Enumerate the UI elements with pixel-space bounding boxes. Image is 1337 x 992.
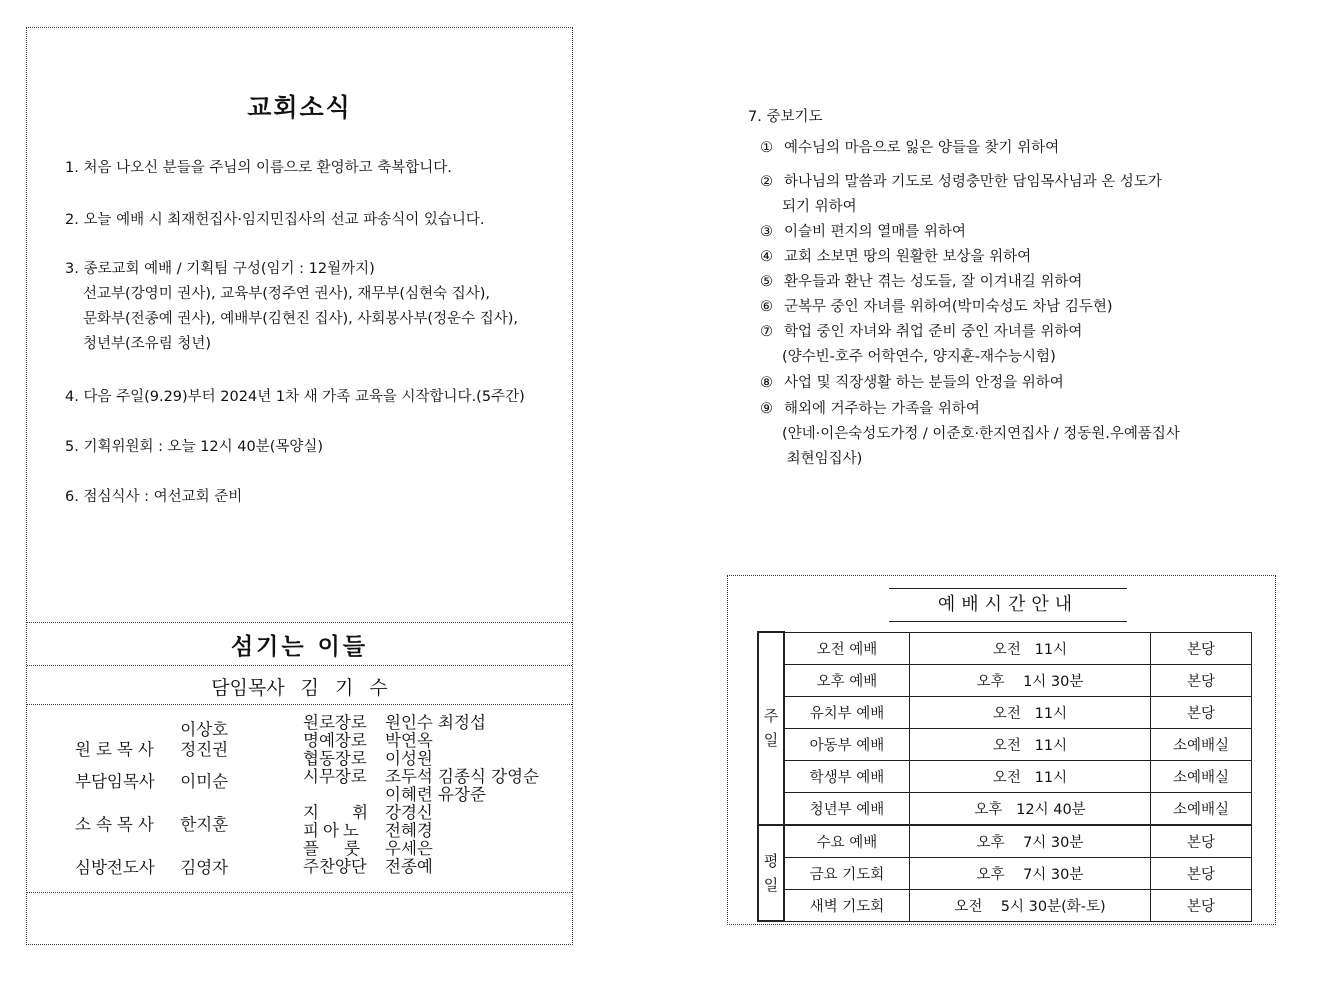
table-row <box>758 632 1252 664</box>
service-times-title: 예배시간안내 <box>889 588 1127 622</box>
prayer-text: 해외에 거주하는 가족을 위하여 <box>784 401 980 417</box>
staff-right-list <box>303 714 539 876</box>
group-label <box>758 632 784 825</box>
prayer-text: 하나님의 말씀과 기도로 성령충만한 담임목사님과 온 성도가 <box>784 174 1162 190</box>
staff-row <box>303 732 539 750</box>
staff-role: 심방전도사 <box>75 858 155 877</box>
staff-row <box>303 714 539 732</box>
news-line: 3. 종로교회 예배 / 기획팀 구성(임기 : 12월까지) <box>65 261 375 277</box>
service-place: 소예배실 <box>1151 728 1252 760</box>
prayer-subtext: (양수빈-호주 어학연수, 양지훈-재수능시험) <box>782 349 1056 365</box>
table-row <box>758 889 1252 921</box>
servers-title: 섬기는 이들 <box>230 634 369 660</box>
news-line: 청년부(조유림 청년) <box>83 336 211 352</box>
staff-role: 원로목사 <box>75 740 159 759</box>
news-item <box>65 257 518 357</box>
news-item <box>65 435 323 460</box>
prayer-number: ④ <box>760 249 773 265</box>
service-time: 오전 11시 <box>910 696 1151 728</box>
staff-role: 플 룻 <box>303 839 371 858</box>
prayer-item <box>760 170 1162 220</box>
staff-names: 강경신 <box>385 803 433 822</box>
prayer-number: ⑨ <box>760 401 773 417</box>
staff-names: 이성원 <box>385 749 433 768</box>
staff-names: 박연옥 <box>385 731 433 750</box>
staff-row <box>303 804 539 822</box>
senior-pastor: 담임목사 김 기 수 <box>211 677 388 699</box>
staff-role: 피아노 <box>303 821 363 840</box>
service-place: 본당 <box>1151 889 1252 921</box>
table-row <box>758 664 1252 696</box>
service-name: 오후 예배 <box>784 664 910 696</box>
prayer-title: 7. 중보기도 <box>748 109 823 125</box>
staff-row <box>303 768 539 786</box>
group-label-char: 평 <box>763 851 779 870</box>
staff-row <box>75 854 228 878</box>
staff-row <box>303 750 539 768</box>
table-row <box>758 696 1252 728</box>
prayer-number: ③ <box>760 224 773 240</box>
staff-names <box>180 720 228 760</box>
news-item <box>65 208 485 233</box>
prayer-number: ① <box>760 140 773 156</box>
divider <box>27 665 572 666</box>
prayer-number: ⑤ <box>760 274 773 290</box>
divider <box>27 892 572 893</box>
news-line: 1. 처음 나오신 분들을 주님의 이름으로 환영하고 축복합니다. <box>65 160 452 176</box>
divider <box>27 704 572 705</box>
news-line: 4. 다음 주일(9.29)부터 2024년 1차 새 가족 교육을 시작합니다.(5주간) <box>65 389 525 405</box>
left-panel <box>26 27 573 945</box>
staff-row <box>303 840 539 858</box>
staff-role: 시무장로 <box>303 767 367 786</box>
news-line: 2. 오늘 예배 시 최재헌집사·임지민집사의 선교 파송식이 있습니다. <box>65 212 485 228</box>
prayer-item <box>760 245 1031 270</box>
staff-role: 명예장로 <box>303 731 367 750</box>
service-place: 본당 <box>1151 825 1252 858</box>
prayer-item <box>760 320 1082 370</box>
news-item <box>65 156 452 181</box>
prayer-number: ⑥ <box>760 299 773 315</box>
service-times-table <box>757 631 1252 922</box>
service-place: 본당 <box>1151 857 1252 889</box>
table-row <box>758 857 1252 889</box>
service-time: 오후 7시 30분 <box>910 857 1151 889</box>
news-item <box>65 485 242 510</box>
divider <box>27 622 572 623</box>
news-line: 선교부(강영미 권사), 교육부(정주연 권사), 재무부(심현숙 집사), <box>83 286 490 302</box>
staff-role: 원로장로 <box>303 713 367 732</box>
staff-name: 한지훈 <box>180 815 229 834</box>
service-time: 오전 11시 <box>910 632 1151 664</box>
prayer-item <box>760 397 1180 472</box>
prayer-item <box>760 270 1082 295</box>
prayer-text: 환우들과 환난 겪는 성도들, 잘 이겨내길 위하여 <box>784 274 1083 290</box>
prayer-item <box>760 371 1064 396</box>
group-label-char: 주 <box>763 707 779 726</box>
prayer-item <box>760 136 1059 161</box>
service-time: 오후 7시 30분 <box>910 825 1151 858</box>
prayer-text: 사업 및 직장생활 하는 분들의 안정을 위하여 <box>784 375 1064 391</box>
table-row <box>758 825 1252 858</box>
service-time: 오전 11시 <box>910 760 1151 792</box>
staff-names: 조두석 김종식 강영순 <box>385 767 539 786</box>
prayer-text: 학업 중인 자녀와 취업 준비 중인 자녀를 위하여 <box>784 324 1083 340</box>
prayer-subtext: 최현임집사) <box>782 451 863 467</box>
news-line: 6. 점심식사 : 여선교회 준비 <box>65 489 243 505</box>
group-label-char: 일 <box>763 731 779 750</box>
service-place: 본당 <box>1151 696 1252 728</box>
service-time: 오후 12시 40분 <box>910 792 1151 825</box>
service-times-panel <box>727 575 1276 925</box>
group-label-char: 일 <box>763 875 779 894</box>
service-name: 학생부 예배 <box>784 760 910 792</box>
service-time: 오후 1시 30분 <box>910 664 1151 696</box>
service-name: 유치부 예배 <box>784 696 910 728</box>
staff-names: 우세은 <box>385 839 433 858</box>
staff-name: 이상호 <box>180 720 229 739</box>
service-name: 금요 기도회 <box>784 857 910 889</box>
staff-row <box>303 786 539 804</box>
prayer-item <box>760 220 966 245</box>
prayer-subtext: (얀네·이은숙성도가정 / 이준호·한지연집사 / 정동원.우예품집사 <box>782 426 1180 442</box>
staff-names: 원인수 최정섭 <box>385 713 486 732</box>
service-place: 소예배실 <box>1151 760 1252 792</box>
table-row <box>758 728 1252 760</box>
prayer-text: 예수님의 마음으로 잃은 양들을 찾기 위하여 <box>784 140 1060 156</box>
group-label <box>758 825 784 922</box>
prayer-text: 이슬비 편지의 열매를 위하여 <box>784 224 966 240</box>
service-place: 소예배실 <box>1151 792 1252 825</box>
staff-names: 전종예 <box>385 857 433 876</box>
table-row <box>758 792 1252 825</box>
staff-name: 김영자 <box>180 858 229 877</box>
staff-role: 협동장로 <box>303 749 367 768</box>
news-item <box>65 385 525 410</box>
staff-role: 주찬양단 <box>303 857 367 876</box>
staff-role: 부담임목사 <box>75 772 155 791</box>
prayer-number: ⑧ <box>760 375 773 391</box>
staff-role: 지 휘 <box>303 803 383 822</box>
table-row <box>758 760 1252 792</box>
service-name: 수요 예배 <box>784 825 910 858</box>
prayer-text: 군복무 중인 자녀를 위하여(박미숙성도 차남 김두현) <box>784 299 1113 315</box>
news-line: 문화부(전종예 권사), 예배부(김현진 집사), 사회봉사부(정운수 집사), <box>83 311 518 327</box>
news-line: 5. 기획위원회 : 오늘 12시 40분(목양실) <box>65 439 324 455</box>
prayer-section <box>748 106 1180 467</box>
service-time: 오전 11시 <box>910 728 1151 760</box>
staff-row <box>75 720 228 760</box>
news-title: 교회소식 <box>247 93 352 122</box>
service-name: 청년부 예배 <box>784 792 910 825</box>
staff-names: 이혜련 유장준 <box>385 785 486 804</box>
service-place: 본당 <box>1151 632 1252 664</box>
service-name: 오전 예배 <box>784 632 910 664</box>
staff-names: 전혜경 <box>385 821 433 840</box>
service-place: 본당 <box>1151 664 1252 696</box>
staff-row <box>303 858 539 876</box>
service-time: 오전 5시 30분(화-토) <box>910 889 1151 921</box>
staff-row <box>75 768 228 792</box>
service-name: 아동부 예배 <box>784 728 910 760</box>
prayer-number: ② <box>760 174 773 190</box>
staff-role: 소속목사 <box>75 815 159 834</box>
staff-name: 이미순 <box>180 772 229 791</box>
prayer-number: ⑦ <box>760 324 773 340</box>
staff-name: 정진권 <box>180 740 229 759</box>
prayer-text: 교회 소보면 땅의 원활한 보상을 위하여 <box>784 249 1032 265</box>
staff-row <box>303 822 539 840</box>
staff-row <box>75 811 228 835</box>
prayer-subtext: 되기 위하여 <box>782 199 857 215</box>
service-name: 새벽 기도회 <box>784 889 910 921</box>
prayer-item <box>760 295 1113 320</box>
